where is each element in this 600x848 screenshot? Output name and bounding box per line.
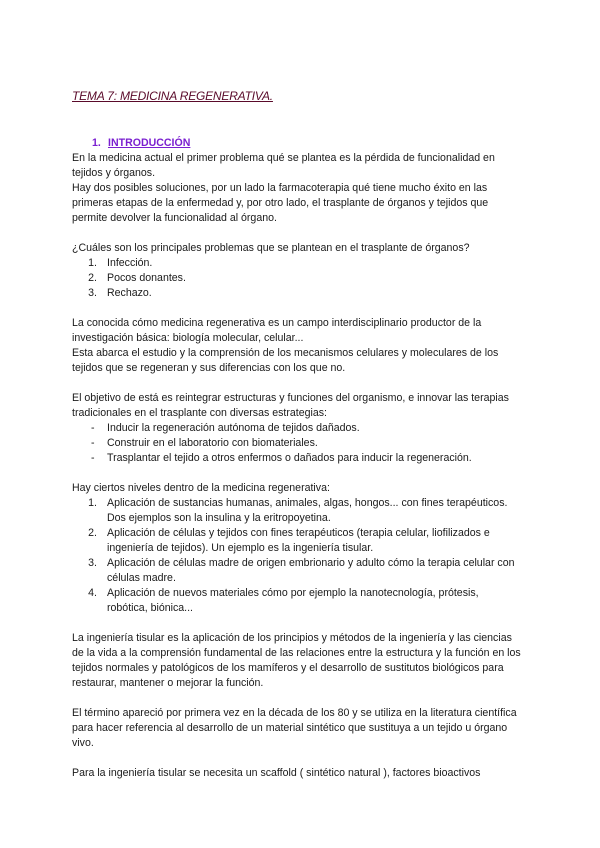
list-item: [72, 286, 522, 301]
section-number: 1.: [92, 137, 101, 149]
list-item: [72, 526, 522, 556]
list-item-text: Trasplantar el tejido a otros enfermos o dañados para inducir la regeneración.: [107, 452, 472, 464]
paragraph: El término apareció por primera vez en la década de los 80 y se utiliza en la literatura científica para hacer referencia al desarrollo de un material sintético que sustituya a un tejido u órgano vivo.: [72, 707, 517, 749]
list-item-text: Aplicación de células y tejidos con fines terapéuticos (terapia celular, liofilizados e ingeniería de tejidos). Un ejemplo es la ingeniería tisular.: [107, 527, 490, 554]
list-item: [72, 586, 522, 616]
list-marker: -: [91, 422, 95, 434]
paragraph: La ingeniería tisular es la aplicación de los principios y métodos de la ingeniería y las ciencias de la vida a la comprensión fundamental de las relaciones entre la estructura y la función en los tejidos normales y patológicos de los mamíferos y el desarrollo de sustitutos biológicos para restaurar, mantener o mejorar la función.: [72, 632, 521, 689]
list-item-text: Rechazo.: [107, 287, 152, 299]
strategies-list: [72, 421, 522, 466]
list-item: [72, 271, 522, 286]
paragraph: La conocida cómo medicina regenerativa es un campo interdisciplinario productor de la investigación básica: biología molecular, celular...: [72, 317, 482, 344]
list-item: [72, 421, 522, 436]
paragraph: ¿Cuáles son los principales problemas que se plantean en el trasplante de órganos?: [72, 242, 470, 254]
list-marker: 2.: [88, 527, 97, 539]
section-heading: [92, 136, 522, 151]
problems-list: [72, 256, 522, 301]
list-marker: -: [91, 437, 95, 449]
section-title: INTRODUCCIÓN: [108, 137, 191, 149]
list-item: [72, 496, 522, 526]
list-item-text: Aplicación de células madre de origen embrionario y adulto cómo la terapia celular con células madre.: [107, 557, 515, 584]
list-item: [72, 556, 522, 586]
list-item-text: Aplicación de sustancias humanas, animales, algas, hongos... con fines terapéuticos. Dos ejemplos son la insulina y la eritropoyetina.: [107, 497, 508, 524]
list-item: [72, 451, 522, 466]
list-item-text: Inducir la regeneración autónoma de tejidos dañados.: [107, 422, 360, 434]
levels-list: [72, 496, 522, 616]
paragraph: Esta abarca el estudio y la comprensión de los mecanismos celulares y moleculares de los tejidos que se regeneran y sus diferencias con los que no.: [72, 347, 499, 374]
paragraph: Para la ingeniería tisular se necesita un scaffold ( sintético natural ), factores bioactivos: [72, 767, 481, 779]
list-item-text: Aplicación de nuevos materiales cómo por ejemplo la nanotecnología, prótesis, robótica, biónica...: [107, 587, 479, 614]
paragraph: Hay dos posibles soluciones, por un lado la farmacoterapia qué tiene mucho éxito en las primeras etapas de la enfermedad y, por otro lado, el trasplante de órganos y tejidos que permite devolver la funcionalidad al órgano.: [72, 182, 489, 224]
list-item: [72, 256, 522, 271]
paragraph: El objetivo de está es reintegrar estructuras y funciones del organismo, e innovar las terapias tradicionales en el trasplante con diversas estrategias:: [72, 392, 509, 419]
list-item: [72, 436, 522, 451]
list-marker: 1.: [88, 497, 97, 509]
list-item-text: Construir en el laboratorio con biomateriales.: [107, 437, 318, 449]
list-marker: 2.: [88, 272, 97, 284]
list-marker: 3.: [88, 287, 97, 299]
document-title: TEMA 7: MEDICINA REGENERATIVA.: [72, 89, 273, 103]
list-marker: 1.: [88, 257, 97, 269]
paragraph: En la medicina actual el primer problema qué se plantea es la pérdida de funcionalidad en tejidos y órganos.: [72, 152, 495, 179]
list-marker: 3.: [88, 557, 97, 569]
list-item-text: Pocos donantes.: [107, 272, 186, 284]
paragraph: Hay ciertos niveles dentro de la medicina regenerativa:: [72, 482, 330, 494]
document-body: [72, 136, 522, 781]
list-marker: 4.: [88, 587, 97, 599]
list-marker: -: [91, 452, 95, 464]
list-item-text: Infección.: [107, 257, 153, 269]
